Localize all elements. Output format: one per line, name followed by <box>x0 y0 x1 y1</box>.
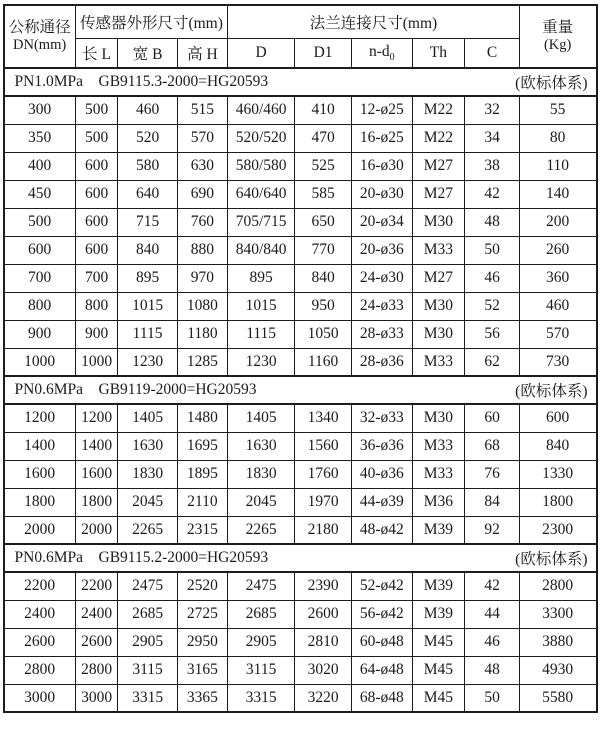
table-cell: 2045 <box>228 488 295 516</box>
table-cell: 2600 <box>4 628 76 656</box>
table-cell: 12-ø25 <box>352 96 412 124</box>
table-row <box>4 208 597 236</box>
table-cell: 1760 <box>295 460 352 488</box>
table-cell: 800 <box>75 292 118 320</box>
table-cell: M33 <box>412 460 465 488</box>
table-cell: 1050 <box>295 320 352 348</box>
table-cell: 1200 <box>4 404 76 432</box>
table-row <box>4 124 597 152</box>
table-cell: 1285 <box>177 348 227 376</box>
table-cell: 200 <box>519 208 596 236</box>
table-cell: 3115 <box>118 656 177 684</box>
table-cell: 2800 <box>75 656 118 684</box>
table-cell: 1400 <box>4 432 76 460</box>
table-cell: 2200 <box>75 572 118 600</box>
table-cell: 350 <box>4 124 76 152</box>
table-cell: 3020 <box>295 656 352 684</box>
table-cell: M33 <box>412 348 465 376</box>
table-cell: 1405 <box>118 404 177 432</box>
table-cell: 38 <box>465 152 520 180</box>
col-header-d1: D1 <box>295 38 352 68</box>
table-cell: 1115 <box>228 320 295 348</box>
table-cell: 900 <box>75 320 118 348</box>
table-cell: 585 <box>295 180 352 208</box>
nd0-subscript: 0 <box>389 51 395 63</box>
table-cell: 570 <box>177 124 227 152</box>
table-cell: 500 <box>4 208 76 236</box>
table-cell: 650 <box>295 208 352 236</box>
table-cell: 1600 <box>75 460 118 488</box>
table-cell: 50 <box>465 236 520 264</box>
table-cell: 1400 <box>75 432 118 460</box>
table-cell: 730 <box>519 348 596 376</box>
col-header-dn <box>4 5 76 68</box>
table-cell: 1800 <box>519 488 596 516</box>
table-cell: 3165 <box>177 656 227 684</box>
table-cell: 600 <box>75 152 118 180</box>
table-cell: 260 <box>519 236 596 264</box>
table-cell: M27 <box>412 180 465 208</box>
table-row <box>4 180 597 208</box>
table-cell: 4930 <box>519 656 596 684</box>
section-header-row <box>4 544 597 572</box>
table-cell: 400 <box>4 152 76 180</box>
table-cell: 1000 <box>75 348 118 376</box>
table-cell: M27 <box>412 152 465 180</box>
table-cell: 1230 <box>228 348 295 376</box>
section-system-note: (欧标体系) <box>515 383 588 400</box>
table-cell: 700 <box>75 264 118 292</box>
table-cell: 20-ø34 <box>352 208 412 236</box>
weight-title: 重量 <box>542 19 574 37</box>
table-cell: 1800 <box>75 488 118 516</box>
table-cell: 84 <box>465 488 520 516</box>
table-row <box>4 432 597 460</box>
table-cell: M27 <box>412 264 465 292</box>
table-row <box>4 152 597 180</box>
table-cell: 140 <box>519 180 596 208</box>
table-cell: 46 <box>465 264 520 292</box>
table-cell: 24-ø30 <box>352 264 412 292</box>
col-header-width-b: 宽 B <box>118 38 177 68</box>
table-cell: M45 <box>412 656 465 684</box>
table-cell: 1230 <box>118 348 177 376</box>
weight-unit: (Kg) <box>543 37 572 54</box>
table-cell: 580/580 <box>228 152 295 180</box>
header-row-groups <box>4 5 597 38</box>
table-row <box>4 320 597 348</box>
table-cell: 2800 <box>4 656 76 684</box>
table-row <box>4 236 597 264</box>
table-cell: 80 <box>519 124 596 152</box>
table-cell: M33 <box>412 432 465 460</box>
table-cell: 600 <box>4 236 76 264</box>
table-cell: 2000 <box>4 516 76 544</box>
table-cell: 1405 <box>228 404 295 432</box>
table-cell: 840 <box>519 432 596 460</box>
table-cell: 1340 <box>295 404 352 432</box>
table-cell: 3115 <box>228 656 295 684</box>
table-cell: 92 <box>465 516 520 544</box>
table-row <box>4 656 597 684</box>
table-cell: 520/520 <box>228 124 295 152</box>
table-cell: 60-ø48 <box>352 628 412 656</box>
table-cell: 2400 <box>4 600 76 628</box>
table-row <box>4 404 597 432</box>
table-cell: 1970 <box>295 488 352 516</box>
table-row <box>4 572 597 600</box>
table-cell: 840/840 <box>228 236 295 264</box>
table-cell: 68 <box>465 432 520 460</box>
table-cell: 56-ø42 <box>352 600 412 628</box>
table-cell: 515 <box>177 96 227 124</box>
table-cell: 1180 <box>177 320 227 348</box>
table-cell: 580 <box>118 152 177 180</box>
table-cell: 50 <box>465 684 520 712</box>
table-cell: 2265 <box>118 516 177 544</box>
table-cell: 600 <box>519 404 596 432</box>
table-cell: 1200 <box>75 404 118 432</box>
table-cell: 880 <box>177 236 227 264</box>
table-cell: 5580 <box>519 684 596 712</box>
section-system-note: (欧标体系) <box>515 75 588 92</box>
table-cell: M30 <box>412 292 465 320</box>
table-cell: 32-ø33 <box>352 404 412 432</box>
table-row <box>4 264 597 292</box>
table-cell: 770 <box>295 236 352 264</box>
table-cell: 460 <box>519 292 596 320</box>
table-cell: 2600 <box>75 628 118 656</box>
table-cell: 525 <box>295 152 352 180</box>
table-row <box>4 684 597 712</box>
table-cell: 2950 <box>177 628 227 656</box>
table-cell: 1115 <box>118 320 177 348</box>
col-header-th: Th <box>412 38 465 68</box>
table-cell: 600 <box>75 180 118 208</box>
table-cell: 1830 <box>228 460 295 488</box>
table-cell: 2725 <box>177 600 227 628</box>
table-cell: 2315 <box>177 516 227 544</box>
nd0-base: n-d <box>368 42 390 60</box>
table-cell: 700 <box>4 264 76 292</box>
col-header-height-h: 高 H <box>177 38 227 68</box>
table-cell: 2110 <box>177 488 227 516</box>
table-cell: 600 <box>75 236 118 264</box>
table-cell: M39 <box>412 600 465 628</box>
section-standard-code: GB9115.2-2000=HG20593 <box>98 549 269 566</box>
table-cell: 300 <box>4 96 76 124</box>
table-cell: M22 <box>412 96 465 124</box>
table-cell: 1895 <box>177 460 227 488</box>
table-cell: 48 <box>465 656 520 684</box>
dn-title: 公称通径 <box>8 19 71 37</box>
table-cell: 34 <box>465 124 520 152</box>
table-cell: M45 <box>412 628 465 656</box>
table-cell: 55 <box>519 96 596 124</box>
table-cell: 42 <box>465 180 520 208</box>
table-cell: 68-ø48 <box>352 684 412 712</box>
table-cell: 44-ø39 <box>352 488 412 516</box>
table-cell: 16-ø30 <box>352 152 412 180</box>
table-cell: 410 <box>295 96 352 124</box>
table-cell: 600 <box>75 208 118 236</box>
table-row <box>4 348 597 376</box>
table-cell: 800 <box>4 292 76 320</box>
table-cell: 1015 <box>228 292 295 320</box>
table-cell: 2810 <box>295 628 352 656</box>
table-cell: 36-ø36 <box>352 432 412 460</box>
table-cell: 450 <box>4 180 76 208</box>
table-cell: M36 <box>412 488 465 516</box>
table-cell: 1600 <box>4 460 76 488</box>
table-cell: 900 <box>4 320 76 348</box>
table-cell: 2905 <box>118 628 177 656</box>
table-cell: 44 <box>465 600 520 628</box>
table-cell: 3315 <box>118 684 177 712</box>
table-cell: 2520 <box>177 572 227 600</box>
table-cell: 460/460 <box>228 96 295 124</box>
table-cell: 28-ø33 <box>352 320 412 348</box>
table-cell: 1630 <box>118 432 177 460</box>
table-cell: 500 <box>75 124 118 152</box>
section-header-cell <box>4 376 597 404</box>
table-cell: 2000 <box>75 516 118 544</box>
table-cell: 3300 <box>519 600 596 628</box>
table-cell: 500 <box>75 96 118 124</box>
table-cell: 1830 <box>118 460 177 488</box>
table-cell: 2045 <box>118 488 177 516</box>
table-cell: 1160 <box>295 348 352 376</box>
table-cell: 76 <box>465 460 520 488</box>
table-row <box>4 460 597 488</box>
table-cell: 705/715 <box>228 208 295 236</box>
table-cell: 715 <box>118 208 177 236</box>
table-cell: 3220 <box>295 684 352 712</box>
table-cell: 360 <box>519 264 596 292</box>
table-cell: 3315 <box>228 684 295 712</box>
table-cell: 2400 <box>75 600 118 628</box>
table-cell: 60 <box>465 404 520 432</box>
table-cell: 2475 <box>118 572 177 600</box>
table-cell: 630 <box>177 152 227 180</box>
table-cell: 3365 <box>177 684 227 712</box>
section-pressure-rating: PN0.6MPa <box>14 381 83 398</box>
table-cell: 690 <box>177 180 227 208</box>
section-header-row <box>4 68 597 96</box>
table-cell: 2905 <box>228 628 295 656</box>
table-cell: 460 <box>118 96 177 124</box>
group-header-sensor-dimensions: 传感器外形尺寸(mm) <box>75 5 227 38</box>
table-cell: 1560 <box>295 432 352 460</box>
table-cell: 1015 <box>118 292 177 320</box>
table-cell: 3000 <box>4 684 76 712</box>
table-cell: 970 <box>177 264 227 292</box>
table-cell: 32 <box>465 96 520 124</box>
table-cell: 40-ø36 <box>352 460 412 488</box>
table-cell: M45 <box>412 684 465 712</box>
table-cell: 3000 <box>75 684 118 712</box>
table-cell: 570 <box>519 320 596 348</box>
table-cell: 2685 <box>228 600 295 628</box>
table-cell: 24-ø33 <box>352 292 412 320</box>
table-cell: 1480 <box>177 404 227 432</box>
section-header-row <box>4 376 597 404</box>
section-pressure-rating: PN0.6MPa <box>14 549 83 566</box>
table-cell: 895 <box>118 264 177 292</box>
table-cell: 20-ø36 <box>352 236 412 264</box>
table-row <box>4 600 597 628</box>
table-cell: 1800 <box>4 488 76 516</box>
section-standard-code: GB9115.3-2000=HG20593 <box>98 73 269 90</box>
table-cell: 16-ø25 <box>352 124 412 152</box>
table-cell: 48-ø42 <box>352 516 412 544</box>
table-cell: 52-ø42 <box>352 572 412 600</box>
table-row <box>4 488 597 516</box>
group-header-flange-dimensions: 法兰连接尺寸(mm) <box>228 5 520 38</box>
section-system-note: (欧标体系) <box>515 551 588 568</box>
table-cell: 520 <box>118 124 177 152</box>
table-cell: 48 <box>465 208 520 236</box>
table-cell: 2685 <box>118 600 177 628</box>
dimension-spec-table <box>3 4 598 713</box>
spec-table-body <box>4 68 597 712</box>
section-header-cell <box>4 544 597 572</box>
section-header-cell <box>4 68 597 96</box>
table-cell: 640 <box>118 180 177 208</box>
section-pressure-rating: PN1.0MPa <box>14 73 83 90</box>
table-cell: 2800 <box>519 572 596 600</box>
table-cell: 1695 <box>177 432 227 460</box>
table-cell: 2475 <box>228 572 295 600</box>
table-cell: 42 <box>465 572 520 600</box>
table-cell: 760 <box>177 208 227 236</box>
table-cell: 895 <box>228 264 295 292</box>
table-cell: 2600 <box>295 600 352 628</box>
col-header-d: D <box>228 38 295 68</box>
table-cell: 1000 <box>4 348 76 376</box>
table-cell: M30 <box>412 208 465 236</box>
table-cell: 950 <box>295 292 352 320</box>
dn-unit: DN(mm) <box>13 37 67 54</box>
table-cell: 62 <box>465 348 520 376</box>
table-cell: 20-ø30 <box>352 180 412 208</box>
table-cell: M39 <box>412 572 465 600</box>
table-cell: 1080 <box>177 292 227 320</box>
table-cell: 840 <box>295 264 352 292</box>
header-row-columns <box>4 38 597 68</box>
table-row <box>4 292 597 320</box>
table-cell: 640/640 <box>228 180 295 208</box>
table-cell: M30 <box>412 320 465 348</box>
table-cell: 64-ø48 <box>352 656 412 684</box>
table-cell: 1630 <box>228 432 295 460</box>
table-cell: M39 <box>412 516 465 544</box>
section-standard-code: GB9119-2000=HG20593 <box>98 381 257 398</box>
col-header-length-l: 长 L <box>75 38 118 68</box>
table-cell: 2180 <box>295 516 352 544</box>
table-cell: 1330 <box>519 460 596 488</box>
table-row <box>4 628 597 656</box>
col-header-weight <box>519 5 596 68</box>
table-cell: 2200 <box>4 572 76 600</box>
table-row <box>4 96 597 124</box>
table-cell: 28-ø36 <box>352 348 412 376</box>
table-cell: 840 <box>118 236 177 264</box>
table-cell: 2300 <box>519 516 596 544</box>
table-cell: 56 <box>465 320 520 348</box>
table-header <box>4 5 597 68</box>
table-cell: M33 <box>412 236 465 264</box>
table-cell: 470 <box>295 124 352 152</box>
table-cell: 110 <box>519 152 596 180</box>
table-cell: 3880 <box>519 628 596 656</box>
table-cell: 2265 <box>228 516 295 544</box>
table-cell: M30 <box>412 404 465 432</box>
table-cell: 52 <box>465 292 520 320</box>
col-header-nd0 <box>352 38 412 68</box>
table-cell: 2390 <box>295 572 352 600</box>
col-header-c: C <box>465 38 520 68</box>
table-cell: M22 <box>412 124 465 152</box>
table-row <box>4 516 597 544</box>
table-cell: 46 <box>465 628 520 656</box>
